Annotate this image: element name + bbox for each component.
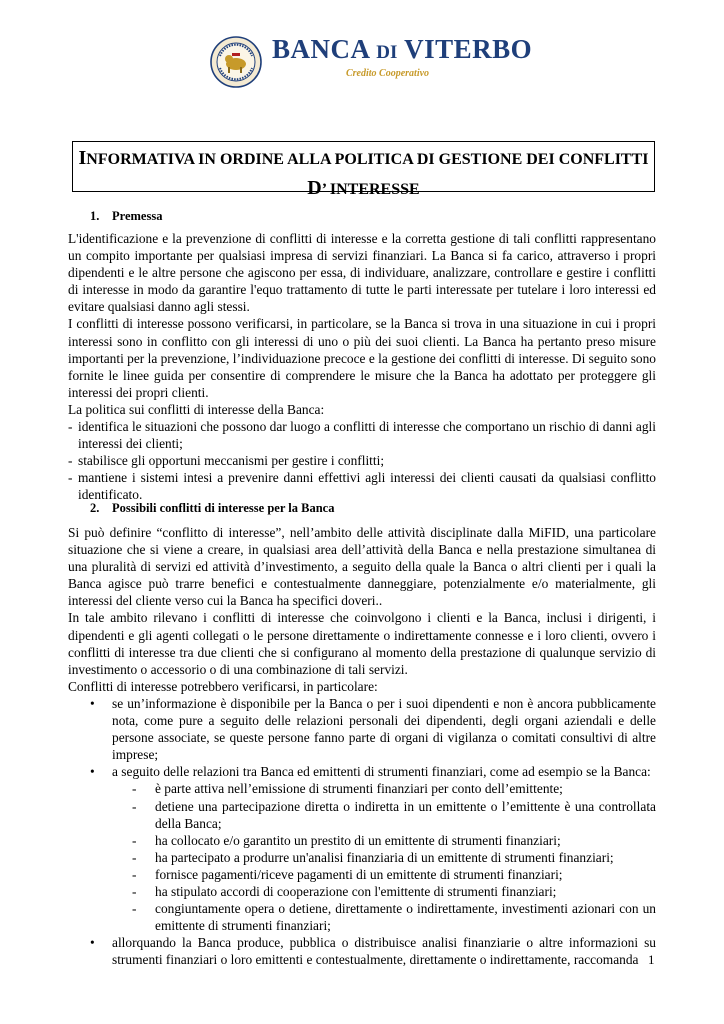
list-item-text: mantiene i sistemi intesi a prevenire danni effettivi agli interessi dei clienti causati da qualsiasi conflitto identificato. — [78, 470, 656, 503]
issuer-relations-list — [112, 780, 656, 934]
bank-seal-icon — [210, 36, 262, 88]
list-item-text: ha stipulato accordi di cooperazione con l'emittente di strumenti finanziari; — [155, 883, 557, 899]
title-line-1 — [73, 144, 654, 174]
sub-list-item — [112, 849, 656, 866]
section-1-title: Premessa — [112, 209, 163, 223]
sub-list-item — [112, 883, 656, 900]
list-item — [68, 418, 656, 452]
sub-list-item — [112, 780, 656, 797]
list-item-text: fornisce pagamenti/riceve pagamenti di un emittente di strumenti finanziari; — [155, 866, 563, 882]
dash-marker: - — [68, 453, 73, 469]
dash-marker: - — [132, 883, 137, 899]
section-1-number: 1. — [90, 209, 100, 223]
bank-name-part2: VITERBO — [397, 34, 533, 64]
title-line-1-text: NFORMATIVA IN ORDINE ALLA POLITICA DI GESTIONE DEI CONFLITTI — [86, 151, 649, 168]
title-line-2-cap: D — [307, 177, 322, 199]
list-item-text: ha collocato e/o garantito un prestito di un emittente di strumenti finanziari; — [155, 832, 561, 848]
paragraph: L'identificazione e la prevenzione di conflitti di interesse e la corretta gestione di tali conflitti rappresentano un compito importante per qualsiasi impresa di servizi finanziari. La Banca si fa carico, attraverso i propri dipendenti e le altre persone che agiscono per essa, di individuare, analizzare, controllare e gestire i conflitti di interesse in modo da garantire l'equo trattamento di tutte le parti interessate per tutelare i loro interessi ed evitare qualsiasi danno agli stessi. — [68, 231, 656, 315]
list-item-text: è parte attiva nell’emissione di strumenti finanziari per conto dell’emittente; — [155, 781, 563, 797]
document-title-box — [72, 141, 655, 199]
sub-list-item — [112, 798, 656, 832]
section-1-heading — [90, 209, 162, 224]
list-item — [68, 695, 656, 763]
section-2-number: 2. — [90, 501, 100, 515]
list-item — [68, 763, 656, 934]
dash-marker: - — [68, 470, 73, 486]
list-item-text: detiene una partecipazione diretta o indiretta in un emittente o l’emittente è una controllata della Banca; — [155, 798, 656, 831]
paragraph: Conflitti di interesse potrebbero verificarsi, in particolare: — [68, 678, 378, 694]
bank-tagline: Credito Cooperativo — [346, 68, 430, 79]
section-2-body — [68, 524, 656, 968]
list-item-text: a seguito delle relazioni tra Banca ed emittenti di strumenti finanziari, come ad esempio se la Banca: — [112, 764, 651, 780]
list-item-text: se un’informazione è disponibile per la Banca o per i suoi dipendenti e non è ancora pubblicamente nota, come pure a seguito delle relazioni personali dei dipendenti, degli organi aziendali e delle persone associate, se queste persone fanno parte di organi di vigilanza o comitati consultivi di altre imprese; — [112, 695, 656, 763]
bullet-marker: • — [90, 935, 95, 951]
list-item — [68, 934, 656, 968]
sub-list-item — [112, 866, 656, 883]
policy-list — [68, 418, 656, 503]
sub-list-item — [112, 832, 656, 849]
bank-name-part1: BANCA — [272, 34, 377, 64]
conflict-cases-list — [68, 695, 656, 969]
dash-marker: - — [132, 901, 137, 917]
section-2-title: Possibili conflitti di interesse per la Banca — [112, 501, 335, 515]
title-line-1-cap: I — [78, 147, 87, 169]
title-line-2-text: ’ INTERESSE — [321, 181, 420, 198]
list-item-text: identifica le situazioni che possono dar luogo a conflitti di interesse che comportano un rischio di danni agli interessi dei clienti; — [78, 419, 656, 452]
paragraph: In tale ambito rilevano i conflitti di interesse che coinvolgono i clienti e la Banca, inclusi i dirigenti, i dipendenti e gli agenti collegati o le persone direttamente o indirettamente connesse e i loro clienti, ovvero i conflitti di interesse tra due clienti che si configurano al momento della prestazione di qualunque servizio di investimento o accessorio o di una combinazione di tali servizi. — [68, 610, 656, 677]
section-1-body — [68, 230, 656, 504]
bullet-marker: • — [90, 764, 95, 780]
sub-list-item — [112, 900, 656, 934]
list-item-text: congiuntamente opera o detiene, direttamente o indirettamente, investimenti azionari con un emittente di strumenti finanziari; — [155, 901, 656, 934]
bullet-marker: • — [90, 695, 95, 711]
paragraph: I conflitti di interesse possono verificarsi, in particolare, se la Banca si trova in una situazione in cui i propri interessi sono in conflitto con gli interessi di uno o più dei suoi clienti. La Banca ha pertanto preso misure importanti per la prevenzione, l’individuazione precoce e la gestione dei conflitti di interesse. Di seguito sono fornite le linee guida per consentire di comprendere le misure che la Banca ha adottato per proteggere gli interessi dei propri clienti. — [68, 316, 656, 400]
paragraph: La politica sui conflitti di interesse della Banca: — [68, 401, 325, 417]
list-item-text: stabilisce gli opportuni meccanismi per gestire i conflitti; — [78, 453, 385, 469]
list-item — [68, 469, 656, 503]
paragraph: Si può definire “conflitto di interesse”, nell’ambito delle attività disciplinate dalla MiFID, una particolare situazione che si viene a creare, in qualsiasi area dell’attività della Banca e nella prestazione simultanea di una pluralità di servizi ed attività d’investimento, a seguito della quale la Banca o altri clienti per i quali la Banca agisce può trarre benefici e contestualmente danneggiare, potenzialmente e/o materialmente, gli interessi del cliente verso cui la Banca ha specifici doveri.. — [68, 525, 656, 609]
list-item-text: allorquando la Banca produce, pubblica o distribuisce analisi finanziarie o altre informazioni su strumenti finanziari o loro emittenti e contestualmente, direttamente o indirettamente, raccomanda — [112, 935, 656, 968]
dash-marker: - — [132, 866, 137, 882]
dash-marker: - — [68, 419, 73, 435]
list-item — [68, 452, 656, 469]
dash-marker: - — [132, 849, 137, 865]
section-2-heading — [90, 501, 334, 516]
dash-marker: - — [132, 781, 137, 797]
bank-name — [272, 34, 532, 65]
title-line-2 — [73, 174, 654, 204]
bank-name-di: DI — [376, 42, 398, 63]
list-item-text: ha partecipato a produrre un'analisi finanziaria di un emittente di strumenti finanziari; — [155, 849, 614, 865]
page-number: 1 — [648, 952, 655, 967]
dash-marker: - — [132, 798, 137, 814]
dash-marker: - — [132, 832, 137, 848]
